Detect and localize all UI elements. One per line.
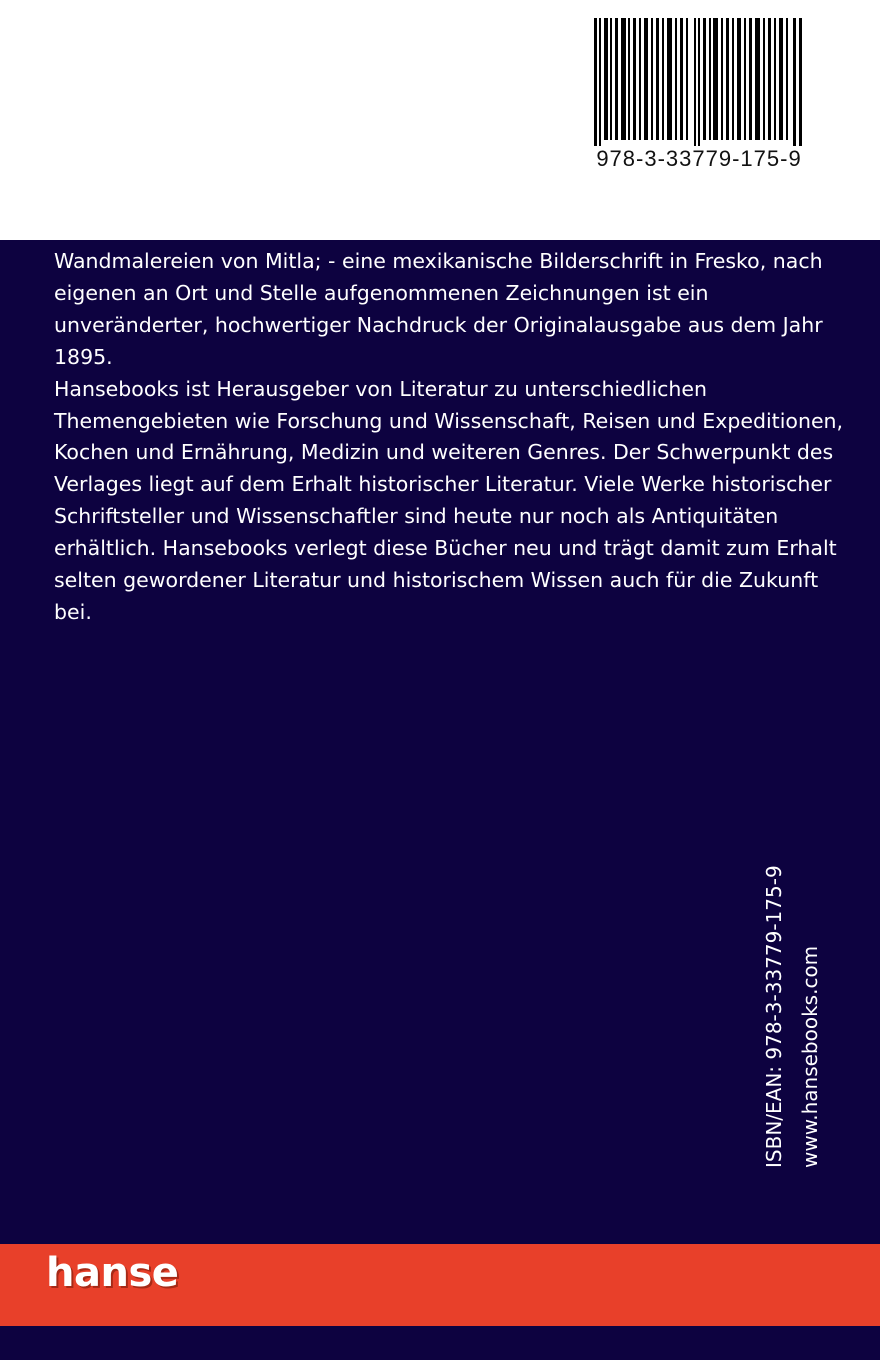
hanse-logo — [46, 1250, 179, 1310]
barcode-bars — [592, 18, 806, 146]
website-link: www.hansebooks.com — [798, 945, 822, 1168]
barcode-number: 978-3-33779-175-9 — [596, 146, 802, 171]
blurb-paragraph-publisher: Hansebooks ist Herausgeber von Literatur zu unterschiedlichen Themengebieten wie Forschung und Wissenschaft, Reisen und Expeditionen, Kochen und Ernährung, Medizin und weiteren Genres. Der Schwerpunkt des Verlages liegt auf dem Erhalt historischer Literatur. Viele Werke historischer Schriftsteller und Wissenschaftler sind heute nur noch als Antiquitäten erhältlich. Hansebooks verlegt diese Bücher neu und trägt damit zum Erhalt selten gewordener Literatur und historischem Wissen auch für die Zukunft bei. — [54, 376, 844, 624]
barcode — [592, 18, 806, 178]
hanse-logo-text: hanse — [46, 1250, 179, 1296]
back-cover-blurb — [54, 246, 854, 629]
isbn-spine-text — [756, 838, 832, 1168]
blurb-paragraph-description: Wandmalereien von Mitla; - eine mexikanische Bilderschrift in Fresko, nach eigenen an Ort und Stelle aufgenommenen Zeichnungen ist ein unveränderter, hochwertiger Nachdruck der Originalausgabe aus dem Jahr 1895. — [54, 249, 823, 369]
bottom-strip — [0, 1326, 880, 1360]
isbn-label: ISBN/EAN: 978-3-33779-175-9 — [762, 865, 786, 1168]
